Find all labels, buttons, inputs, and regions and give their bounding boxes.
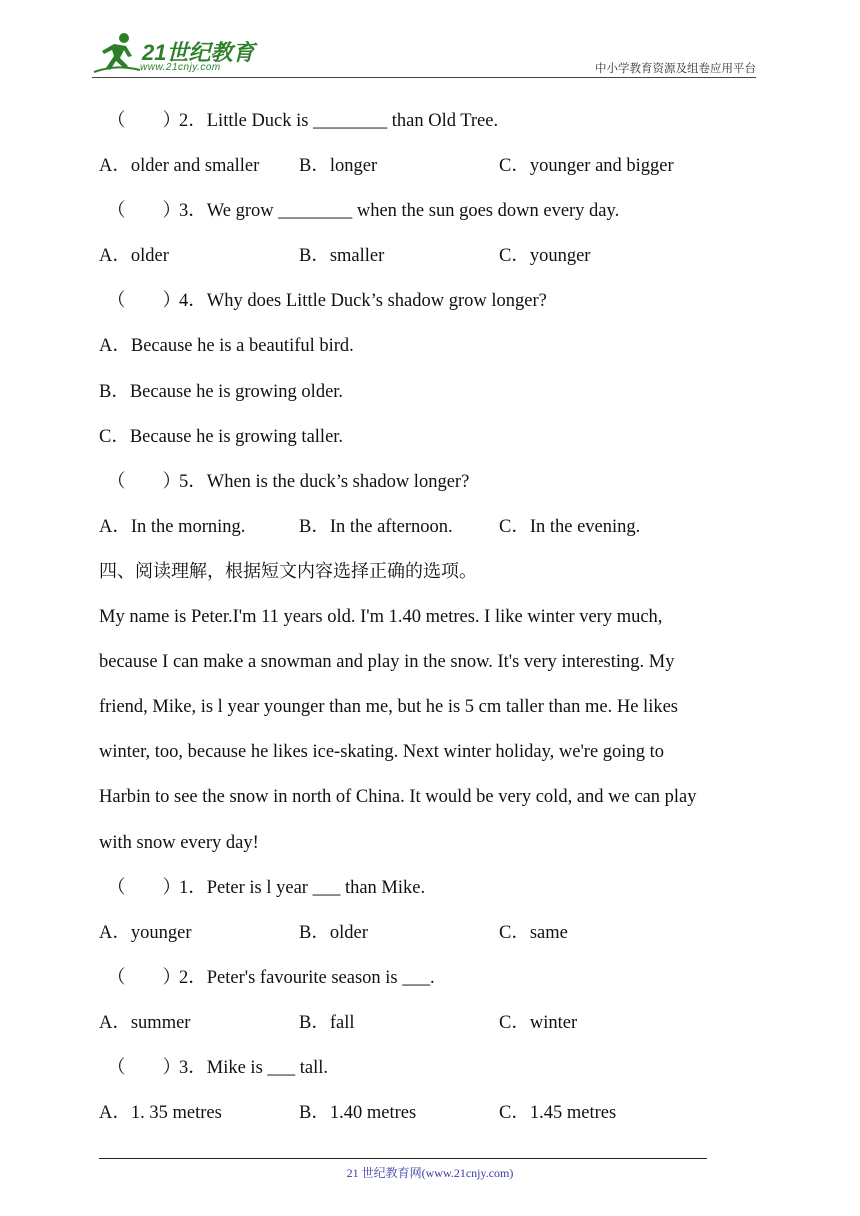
text-line: because I can make a snowman and play in the snow. It's very interesting. My [99, 652, 675, 673]
options-line [99, 150, 764, 195]
footer-text: 21 世纪教育网(www.21cnjy.com) [346, 1166, 514, 1180]
option-b: B．longer [299, 156, 378, 177]
option-c: C．younger and bigger [499, 156, 674, 177]
header-divider [92, 77, 756, 78]
logo-text: 21世纪教育 [142, 40, 255, 65]
logo-url: www.21cnjy.com [140, 62, 221, 73]
question-line [99, 1052, 764, 1097]
answer-blank[interactable]: （ ） [107, 471, 182, 492]
question-line [99, 105, 764, 150]
question-line [99, 962, 764, 1007]
question-text: 2．Little Duck is ________ than Old Tree. [179, 111, 499, 131]
question-text: 2．Peter's favourite season is ___. [179, 967, 435, 988]
question-text: 1．Peter is l year ___ than Mike. [179, 877, 426, 898]
options-line [99, 1097, 764, 1142]
option-a: A．summer [99, 1012, 191, 1033]
text-line: friend, Mike, is l year younger than me, but he is 5 cm taller than me. He likes [99, 697, 678, 718]
question-text: 3．Mike is ___ tall. [179, 1057, 329, 1078]
option-c: C．1.45 metres [499, 1103, 617, 1124]
text-line: A．Because he is a beautiful bird. [99, 336, 354, 357]
option-b: B．1.40 metres [299, 1103, 417, 1124]
page-header [92, 30, 756, 78]
text-line: C．Because he is growing taller. [99, 426, 344, 447]
runner-logo-icon [92, 30, 142, 76]
option-b: B．smaller [299, 246, 385, 267]
text-line: with snow every day! [99, 832, 259, 853]
question-text: 5．When is the duck’s shadow longer? [179, 471, 470, 492]
option-c: C．In the evening. [499, 516, 641, 537]
header-platform-text: 中小学教育资源及组卷应用平台 [595, 61, 756, 75]
question-line [99, 285, 764, 330]
text-line: My name is Peter.I'm 11 years old. I'm 1.40 metres. I like winter very much, [99, 607, 663, 628]
section-heading: 四、阅读理解，根据短文内容选择正确的选项。 [99, 560, 477, 582]
text-line: Harbin to see the snow in north of China. It would be very cold, and we can play [99, 787, 697, 808]
question-text: 4．Why does Little Duck’s shadow grow longer? [179, 291, 547, 312]
answer-blank[interactable]: （ ） [107, 111, 182, 131]
answer-blank[interactable]: （ ） [107, 967, 182, 988]
logo [92, 30, 262, 76]
option-c: C．winter [499, 1012, 578, 1033]
option-a: A．In the morning. [99, 516, 246, 537]
options-line [99, 1007, 764, 1052]
answer-blank[interactable]: （ ） [107, 291, 182, 312]
document-body [99, 105, 764, 1142]
text-line: winter, too, because he likes ice-skating. Next winter holiday, we're going to [99, 742, 664, 763]
footer-divider [99, 1158, 707, 1159]
option-a: A．older and smaller [99, 156, 260, 177]
question-line [99, 466, 764, 511]
option-b: B．In the afternoon. [299, 516, 453, 537]
answer-blank[interactable]: （ ） [107, 1057, 182, 1078]
option-c: C．same [499, 922, 568, 943]
option-a: A．older [99, 246, 169, 267]
option-a: A．younger [99, 922, 192, 943]
question-text: 3．We grow ________ when the sun goes down every day. [179, 201, 620, 222]
option-c: C．younger [499, 246, 591, 267]
options-line [99, 917, 764, 962]
option-b: B．fall [299, 1012, 355, 1033]
option-b: B．older [299, 922, 368, 943]
answer-blank[interactable]: （ ） [107, 201, 182, 222]
options-line [99, 240, 764, 285]
answer-blank[interactable]: （ ） [107, 877, 182, 898]
question-line [99, 872, 764, 917]
text-line: B．Because he is growing older. [99, 381, 344, 402]
question-line [99, 195, 764, 240]
options-line [99, 511, 764, 556]
option-a: A．1. 35 metres [99, 1103, 222, 1124]
